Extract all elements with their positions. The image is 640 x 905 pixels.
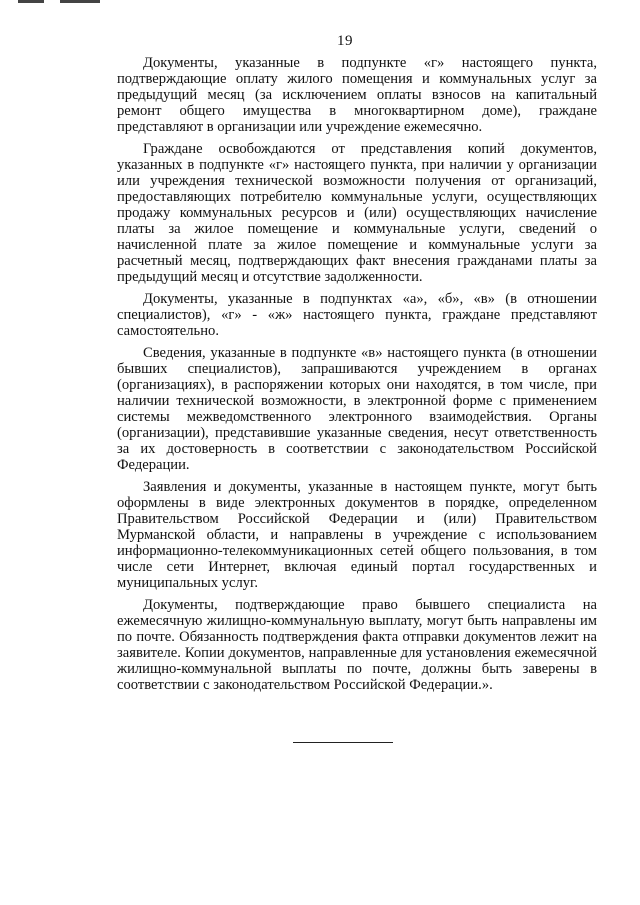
paragraph-postal-submission: Документы, подтверждающие право бывшего специалиста на ежемесячную жилищно-коммунальную выплату, могут быть направлены им по почте. Обязанность подтверждения факта отправки документов лежит на заявителе. Копии документов, направленные для установления ежемесячной жилищно-коммунальной выплаты по почте, должны быть заверены в соответствии с законодательством Российской Федерации.». (117, 597, 597, 693)
end-of-text-rule (293, 742, 393, 743)
paragraph-self-submitted-documents: Документы, указанные в подпунктах «а», «б», «в» (в отношении специалистов), «г» - «ж» настоящего пункта, граждане представляют самостоятельно. (117, 291, 597, 339)
paragraph-electronic-submission: Заявления и документы, указанные в настоящем пункте, могут быть оформлены в виде электронных документов в порядке, определенном Правительством Российской Федерации и (или) Правительством Мурманской области, и направлены в учреждение с использованием информационно-телекоммуникационных сетей общего пользования, в том числе сети Интернет, включая единый портал государственных и муниципальных услуг. (117, 479, 597, 591)
paragraph-interagency-requests: Сведения, указанные в подпункте «в» настоящего пункта (в отношении бывших специалистов), запрашиваются учреждением в органах (организациях), в распоряжении которых они находятся, в том числе, при наличии технической возможности, в электронной форме с применением системы межведомственного электронного взаимодействия. Органы (организации), представившие указанные сведения, несут ответственность за их достоверность в соответствии с законодательством Российской Федерации. (117, 345, 597, 473)
page-number: 19 (337, 33, 353, 49)
document-body (117, 55, 597, 699)
paragraph-exemption-from-copies: Граждане освобождаются от представления копий документов, указанных в подпункте «г» настоящего пункта, при наличии у организации или учреждения технической возможности получения от организаций, предоставляющих потребителю коммунальные услуги, осуществляющих продажу коммунальных ресурсов и (или) осуществляющих начисление платы за жилое помещение и коммунальные услуги, сведений о начисленной плате за жилое помещение и коммунальные услуги за расчетный месяц, подтверждающих факт внесения гражданами платы за предыдущий месяц и отсутствие задолженности. (117, 141, 597, 285)
scan-artifact-mark (60, 0, 100, 3)
paragraph-payment-documents: Документы, указанные в подпункте «г» настоящего пункта, подтверждающие оплату жилого помещения и коммунальных услуг за предыдущий месяц (за исключением оплаты взносов на капитальный ремонт общего имущества в многоквартирном доме), граждане представляют в организации или учреждение ежемесячно. (117, 55, 597, 135)
scan-artifact-mark (18, 0, 44, 3)
